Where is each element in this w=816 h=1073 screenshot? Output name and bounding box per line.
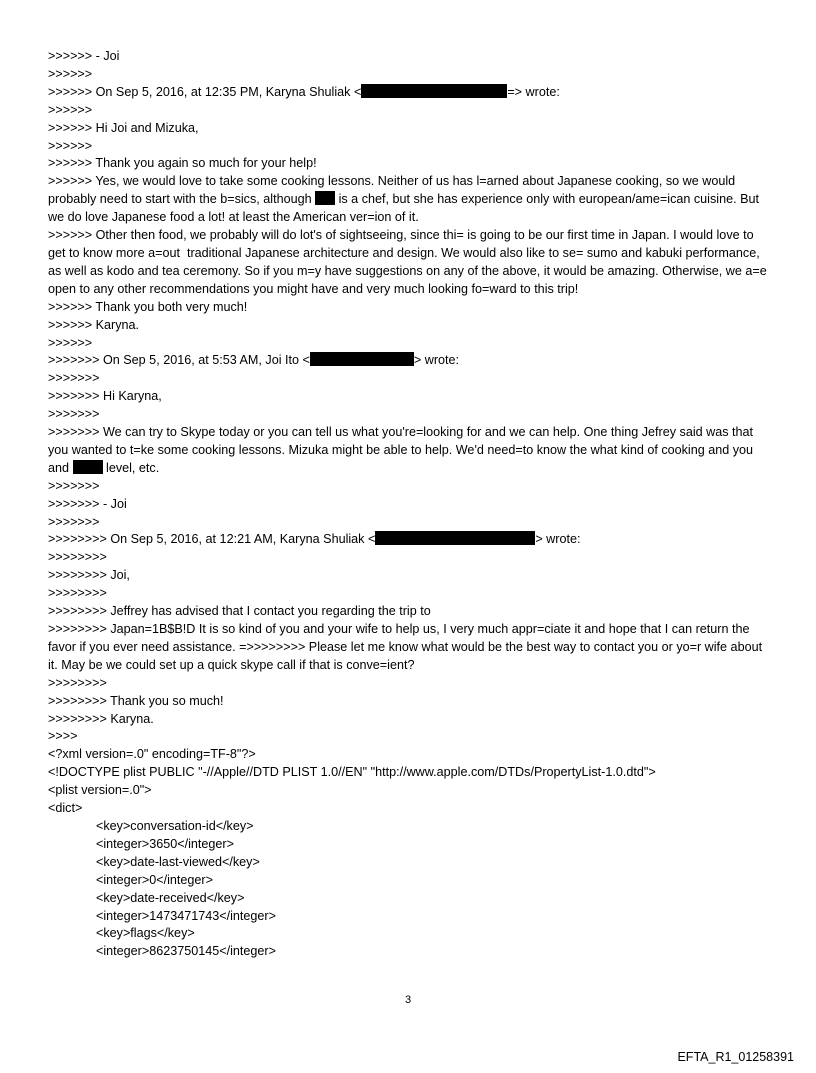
plist-entry: <key>date-received</key> xyxy=(96,890,245,905)
email-line: >>>>>> Karyna. xyxy=(48,317,140,332)
email-line: >>>>>>> xyxy=(48,407,100,422)
plist-dict-open-tag: <dict> xyxy=(48,801,83,816)
redaction-box xyxy=(310,352,414,366)
plist-xml-declaration: <?xml version=.0" encoding=TF-8"?> xyxy=(48,747,256,762)
plist-doctype: <!DOCTYPE plist PUBLIC "-//Apple//DTD PLIST 1.0//EN" "http://www.apple.com/DTDs/PropertyList-1.0.dtd"> xyxy=(48,765,656,780)
plist-entry: <integer>3650</integer> xyxy=(96,836,234,851)
document-body xyxy=(48,48,772,961)
email-line: >>>>>> xyxy=(48,102,93,117)
plist-entry: <key>flags</key> xyxy=(96,926,195,941)
email-line: >>>>>> - Joi xyxy=(48,49,120,63)
email-line: >>>>>> xyxy=(48,138,93,153)
email-paragraph: >>>>>> Other then food, we probably will do lot's of sightseeing, since thi= is going to be our first time in Japan. I would love to get to know more a=out traditional Japanese architecture and design. We would also like to se= sumo and kabuki performance, as well as kodo and tea ceremony. So if you m=y have suggestions on any of the above, it would be amazing. Otherwise, we a=e open to any other recommendations you might have and very much looking fo=ward to this trip! xyxy=(48,228,771,296)
email-line: >>>> xyxy=(48,729,78,744)
email-line: >>>>>> xyxy=(48,335,93,350)
email-line: >>>>>> Thank you both very much! xyxy=(48,299,248,314)
email-header-line: >>>>>>>> On Sep 5, 2016, at 12:21 AM, Karyna Shuliak < > wrote: xyxy=(48,532,581,547)
email-paragraph: >>>>>>> We can try to Skype today or you can tell us what you're=looking for and we can help. One thing Jefrey said was that you wanted to t=ke some cooking lessons. Mizuka might be able to help. We'd need=to know the what kind of cooking and you and level, etc. xyxy=(48,425,757,475)
email-line: >>>>>>>> Jeffrey has advised that I contact you regarding the trip to xyxy=(48,604,431,619)
email-line: >>>>>> Hi Joi and Mizuka, xyxy=(48,120,199,135)
email-line: >>>>>>>> xyxy=(48,675,107,690)
plist-entry: <integer>8623750145</integer> xyxy=(96,944,276,959)
redaction-box xyxy=(315,191,335,205)
email-line: >>>>>>>> Joi, xyxy=(48,568,130,583)
email-line: >>>>>>> - Joi xyxy=(48,496,127,511)
page-number: 3 xyxy=(404,994,412,1006)
email-line: >>>>>>>> Karyna. xyxy=(48,711,154,726)
email-header-line: >>>>>>> On Sep 5, 2016, at 5:53 AM, Joi Ito < > wrote: xyxy=(48,353,460,368)
email-line: >>>>>>>> xyxy=(48,586,107,601)
email-line: >>>>>>> xyxy=(48,514,100,529)
email-header-line: >>>>>> On Sep 5, 2016, at 12:35 PM, Karyna Shuliak < => wrote: xyxy=(48,84,560,99)
redaction-box xyxy=(73,460,103,474)
email-line: >>>>>>> xyxy=(48,371,100,386)
email-paragraph: >>>>>> Yes, we would love to take some cooking lessons. Neither of us has l=arned about Japanese cooking, so we would probably need to start with the b=sics, although is a chef, but she has experience only with european/ame=ican cuisine. But we do love Japanese food a lot! at least the American ver=ion of it. xyxy=(48,174,763,225)
plist-entry: <integer>0</integer> xyxy=(96,872,213,887)
email-line: >>>>>> xyxy=(48,66,93,81)
email-line: >>>>>>>> Thank you so much! xyxy=(48,693,224,708)
plist-entry: <key>date-last-viewed</key> xyxy=(96,854,260,869)
redaction-box xyxy=(361,84,507,98)
email-line: >>>>>> Thank you again so much for your help! xyxy=(48,156,317,171)
plist-open-tag: <plist version=.0"> xyxy=(48,783,152,798)
email-line: >>>>>>> xyxy=(48,478,100,493)
email-line: >>>>>>>> xyxy=(48,550,107,565)
email-paragraph: >>>>>>>> Japan=1B$B!D It is so kind of you and your wife to help us, I very much appr=ciate it and hope that I can return the favor if you ever need assistance. =>>>>>>>> Please let me know what would be the best way to contact you or yo=r wife about it. May be we could set up a quick skype call if that is conve=ient? xyxy=(48,622,766,672)
plist-entry: <integer>1473471743</integer> xyxy=(96,908,276,923)
plist-entry: <key>conversation-id</key> xyxy=(96,818,254,833)
document-id: EFTA_R1_01258391 xyxy=(677,1050,794,1064)
email-line: >>>>>>> Hi Karyna, xyxy=(48,389,162,404)
redaction-box xyxy=(375,531,535,545)
